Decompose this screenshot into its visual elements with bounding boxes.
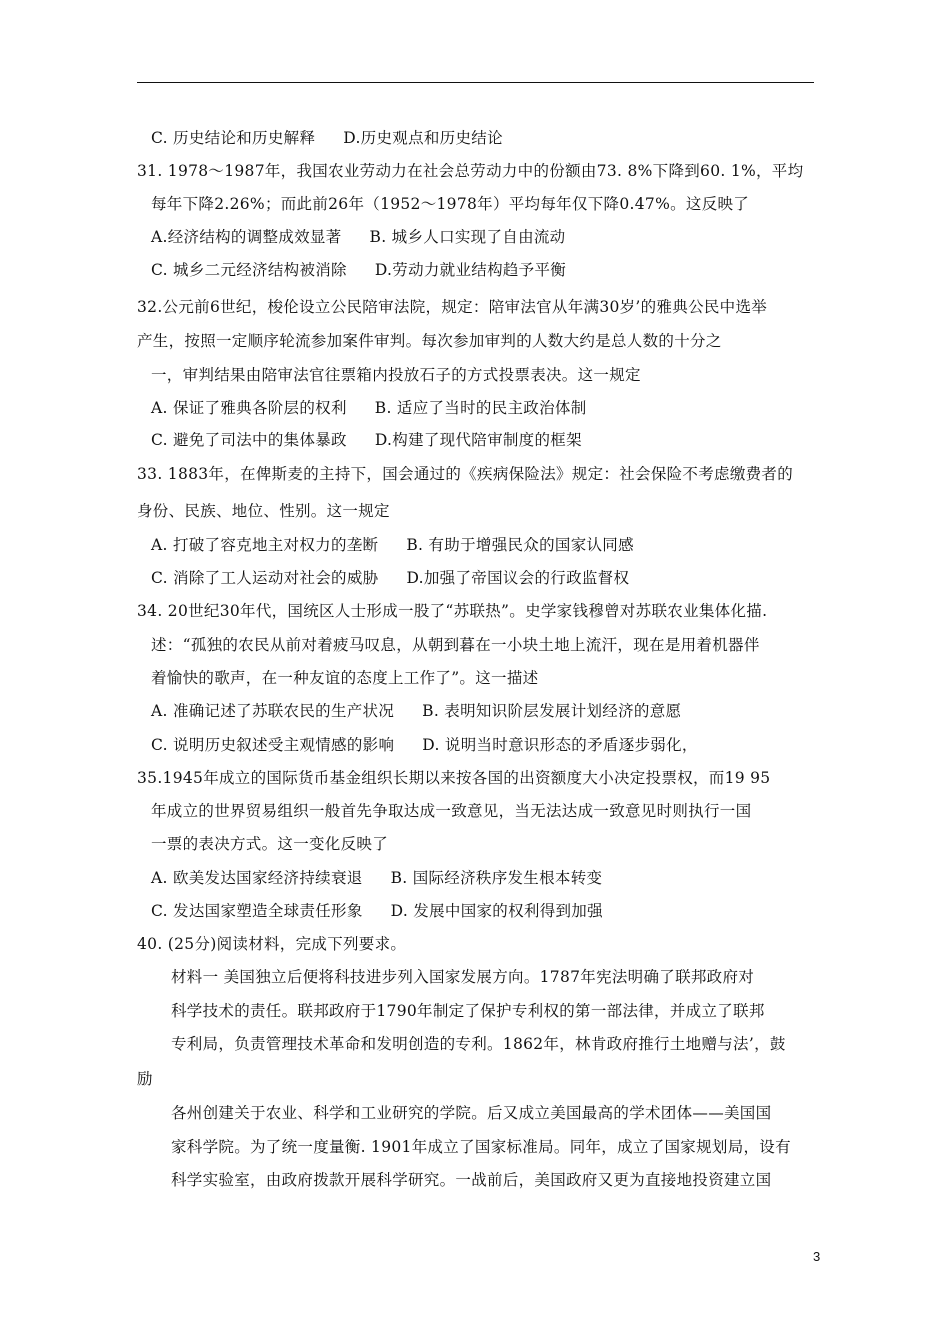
option-b: B. 适应了当时的民主政治体制 [374,399,587,417]
q31-options-ab [151,226,565,248]
q33-options-cd [151,567,629,589]
option-a: A. 欧美发达国家经济持续衰退 [151,869,363,887]
q31-stem-line: 31. 1978～1987年，我国农业劳动力在社会总劳动力中的份额由73. 8%下降到60. 1%，平均 [137,162,804,180]
q33-stem-line: 33. 1883年，在俾斯麦的主持下，国会通过的《疾病保险法》规定：社会保险不考虑缴费者的 [137,465,794,483]
q32-options-cd [151,429,582,451]
option-a: A. 打破了容克地主对权力的垄断 [151,536,379,554]
option-a: A.经济结构的调整成效显著 [151,228,342,246]
option-c: C. 消除了工人运动对社会的威胁 [151,569,379,587]
option-c: C. 说明历史叙述受主观情感的影响 [151,736,395,754]
option-d: D.构建了现代陪审制度的框架 [374,431,582,449]
q35-stem-line: 一票的表决方式。这一变化反映了 [151,835,389,853]
q34-options-cd [151,734,698,756]
q35-stem-line: 年成立的世界贸易组织一般首先争取达成一致意见，当无法达成一致意见时则执行一国 [151,802,752,820]
option-d: D. 发展中国家的权利得到加强 [390,902,603,920]
q34-stem-line: 述：“孤独的农民从前对着疲马叹息，从朝到暮在一小块土地上流汗，现在是用着机器伴 [151,636,760,654]
q32-options-ab [151,397,587,419]
q32-stem-line: 一，审判结果由陪审法官往票箱内投放石子的方式投票表决。这一规定 [151,366,641,384]
option-d: D. 说明当时意识形态的矛盾逐步弱化， [422,736,698,754]
q32-stem-line: 产生，按照一定顺序轮流参加案件审判。每次参加审判的人数大约是总人数的十分之 [137,332,722,350]
q40-material-line: 励 [137,1070,153,1088]
q40-material-line: 材料一 美国独立后便将科技进步列入国家发展方向。1787年宪法明确了联邦政府对 [171,968,755,986]
option-a: A. 保证了雅典各阶层的权利 [151,399,347,417]
page-number: 3 [813,1249,821,1264]
q34-options-ab [151,700,681,722]
q40-material-line: 各州创建关于农业、科学和工业研究的学院。后又成立美国最高的学术团体——美国国 [171,1104,772,1122]
option-b: B. 国际经济秩序发生根本转变 [390,869,603,887]
option-b: B. 有助于增强民众的国家认同感 [406,536,634,554]
q35-options-cd [151,900,603,922]
option-c: C. 发达国家塑造全球责任形象 [151,902,363,920]
q30-options-cd [151,127,503,149]
option-d: D.劳动力就业结构趋予平衡 [374,261,567,279]
q35-stem-line: 35.1945年成立的国际货币基金组织长期以来按各国的出资额度大小决定投票权，而19 95 [137,769,771,787]
option-c: C. 城乡二元经济结构被消除 [151,261,347,279]
option-d: D.加强了帝国议会的行政监督权 [406,569,630,587]
q33-options-ab [151,534,634,556]
q40-material-line: 科学技术的责任。联邦政府于1790年制定了保护专利权的第一部法律，并成立了联邦 [171,1002,765,1020]
q31-options-cd [151,259,566,281]
q34-stem-line: 34. 20世纪30年代，国统区人士形成一股了“苏联热”。史学家钱穆曾对苏联农业集体化描. [137,602,768,620]
q33-stem-line: 身份、民族、地位、性别。这一规定 [137,502,390,520]
q32-stem-line: 32.公元前6世纪，梭伦设立公民陪审法院，规定：陪审法官从年满30岁’的雅典公民中选举 [137,298,768,316]
option-b: B. 表明知识阶层发展计划经济的意愿 [422,702,682,720]
q34-stem-line: 着愉快的歌声，在一种友谊的态度上工作了”。这一描述 [151,669,539,687]
q40-material-line: 家科学院。为了统一度量衡. 1901年成立了国家标准局。同年，成立了国家规划局，设有 [171,1138,791,1156]
option-c: C. 历史结论和历史解释 [151,129,316,147]
q40-material-line: 科学实验室，由政府拨款开展科学研究。一战前后，美国政府又更为直接地投资建立国 [171,1171,772,1189]
header-rule [137,82,814,83]
option-b: B. 城乡人口实现了自由流动 [369,228,566,246]
option-d: D.历史观点和历史结论 [343,129,503,147]
q31-stem-line: 每年下降2.26%；而此前26年（1952～1978年）平均每年仅下降0.47%。这反映了 [151,195,750,213]
q35-options-ab [151,867,602,889]
option-a: A. 准确记述了苏联农民的生产状况 [151,702,395,720]
option-c: C. 避免了司法中的集体暴政 [151,431,347,449]
q40-stem-line: 40. (25分)阅读材料，完成下列要求。 [137,935,407,953]
q40-material-line: 专利局，负责管理技术革命和发明创造的专利。1862年，林肯政府推行土地赠与法’，鼓 [171,1035,786,1053]
